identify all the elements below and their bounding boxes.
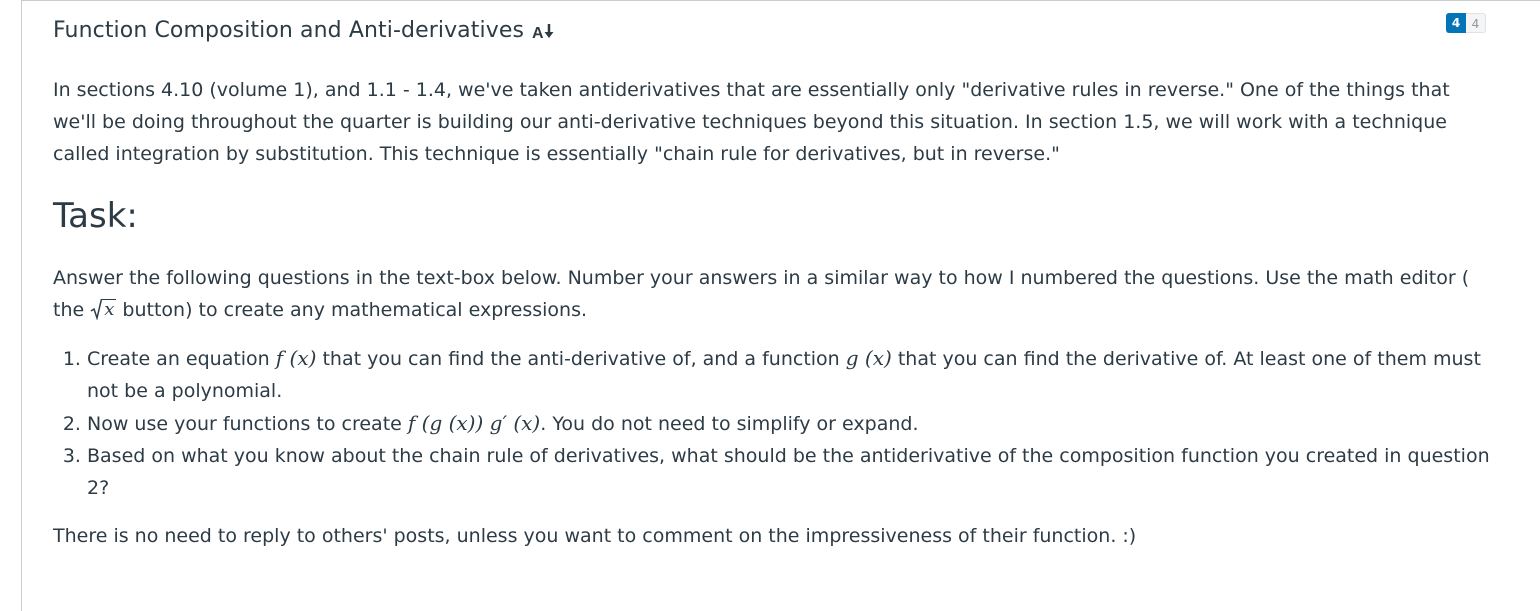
question-1-text-a: Create an equation xyxy=(87,348,276,370)
instructions-paragraph xyxy=(53,262,1493,326)
question-2-text-a: Now use your functions to create xyxy=(87,413,408,435)
total-count-badge: 4 xyxy=(1466,13,1486,33)
question-3: 3. Based on what you know about the chain rule of derivatives, what should be the antiderivative of the composition function you created in question 2? xyxy=(87,440,1493,504)
math-g-of-x: g (x) xyxy=(845,346,892,370)
question-1-text-b: that you can find the anti-derivative of, and a function xyxy=(316,348,846,370)
instructions-text-end: button) to create any mathematical expressions. xyxy=(116,299,588,321)
math-composition: f (g (x)) g′ (x) xyxy=(407,411,541,435)
topic-title: Function Composition and Anti-derivatives xyxy=(53,18,525,43)
sqrt-icon xyxy=(90,298,116,320)
closing-paragraph: There is no need to reply to others' posts, unless you want to comment on the impressiveness of their function. :) xyxy=(53,525,1137,547)
question-1 xyxy=(87,342,1493,407)
topic-message xyxy=(53,74,1493,552)
question-1-text-c: that you can find the derivative of. At least one of them must not be a polynomial. xyxy=(87,348,1481,402)
question-2 xyxy=(87,407,1493,440)
question-2-text-b: . You do not need to simplify or expand. xyxy=(540,413,919,435)
reply-count-badges xyxy=(1446,13,1486,33)
topic-header xyxy=(53,18,558,43)
task-heading: Task: xyxy=(53,196,138,236)
svg-text:A: A xyxy=(532,24,544,41)
sort-text-icon[interactable] xyxy=(532,21,558,41)
instructions-text-start: Answer the following questions in the text-box below. Number your answers in a similar way to how I numbered the questions. Use the math editor ( the xyxy=(53,267,1470,321)
intro-paragraph: In sections 4.10 (volume 1), and 1.1 - 1.4, we've taken antiderivatives that are essentially only "derivative rules in reverse." One of the things that we'll be doing throughout the quarter is building our anti-derivative techniques beyond this situation. In section 1.5, we will work with a technique called integration by substitution. This technique is essentially "chain rule for derivatives, but in reverse." xyxy=(53,79,1450,165)
unread-count-badge[interactable]: 4 xyxy=(1446,13,1466,33)
math-f-of-x: f (x) xyxy=(275,346,317,370)
questions-list xyxy=(53,342,1493,504)
sqrt-radicand: x xyxy=(104,299,115,320)
